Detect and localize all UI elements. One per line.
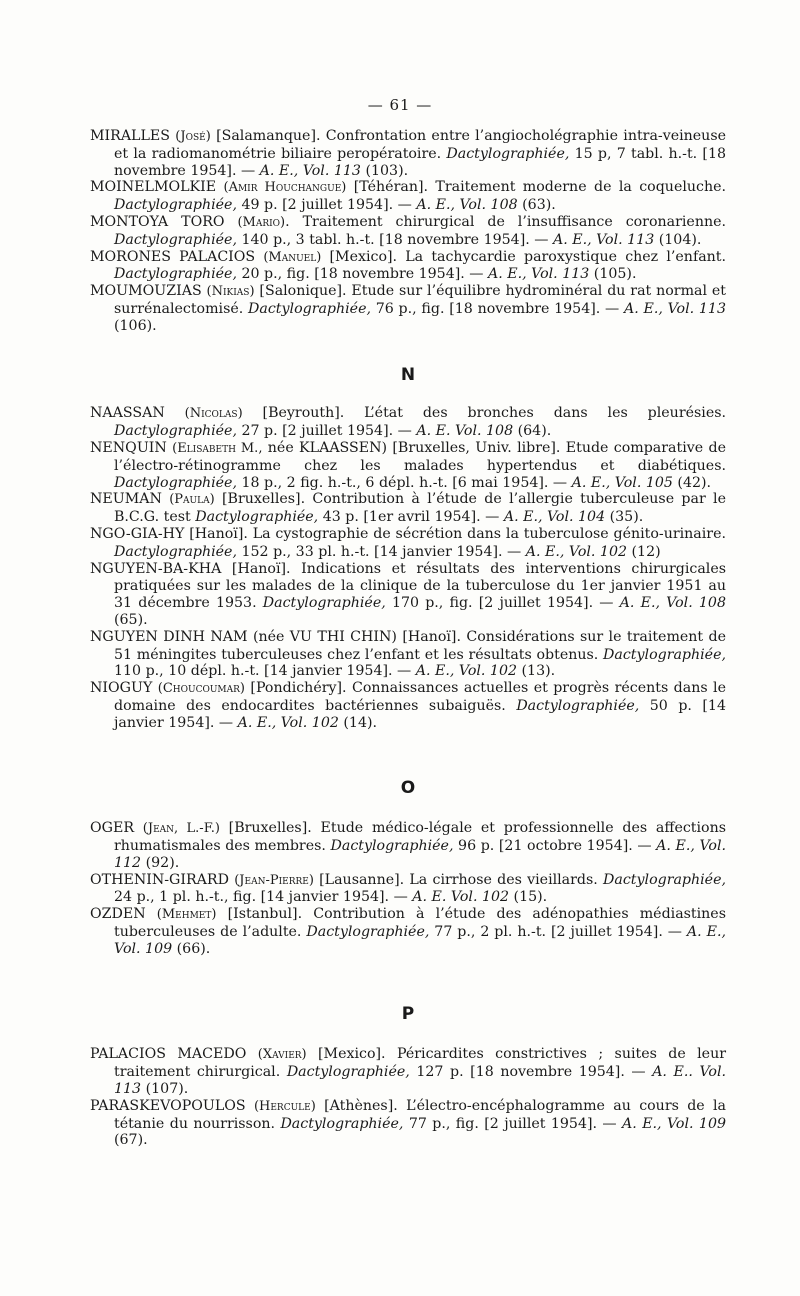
bibliography-entry: NGUYEN DINH NAM (née VU THI CHIN) [Hanoï]. Considérations sur le traitement de 51 méningites tuberculeuses chez l’enfant et les résultats obtenus. Dactylographiée, 110 p., 10 dépl. h.-t. [14 janvier 1954]. — A. E., Vol. 102 (13). (90, 628, 726, 680)
section-letter-heading: O (400, 777, 416, 798)
bibliography-entry: MONTOYA TORO (Mario). Traitement chirurgical de l’insuffisance coronarienne. Dactylographiée, 140 p., 3 tabl. h.-t. [18 novembre 1954]. — A. E., Vol. 113 (104). (90, 213, 726, 248)
bibliography-entry: MOINELMOLKIE (Amir Houchangue) [Téhéran]. Traitement moderne de la coqueluche. Dactylographiée, 49 p. [2 juillet 1954]. — A. E., Vol. 108 (63). (90, 179, 727, 214)
bibliography-entry: NGO-GIA-HY [Hanoï]. La cystographie de sécrétion dans la tuberculose génito-urinaire. Dactylographiée, 152 p., 33 pl. h.-t. [14 janvier 1954]. — A. E., Vol. 102 (12) (90, 525, 726, 560)
section-letter-heading: P (401, 1003, 415, 1024)
bibliography-entry: MORONES PALACIOS (Manuel) [Mexico]. La tachycardie paroxystique chez l’enfant. Dactylographiée, 20 p., fig. [18 novembre 1954]. — A. E., Vol. 113 (105). (90, 248, 726, 283)
section-p (90, 1003, 727, 1150)
section-n (90, 364, 727, 732)
section-letter-heading: N (400, 364, 416, 385)
bibliography-list (90, 128, 726, 1149)
section-m (90, 128, 726, 335)
bibliography-entry: MIRALLES (José) [Salamanque]. Confrontation entre l’angiocholégraphie intra-veineuse et la radiomanométrie biliaire peropératoire. Dactylographiée, 15 p, 7 tabl. h.-t. [18 novembre 1954]. — A. E., Vol. 113 (103). (90, 128, 726, 179)
bibliography-entry: NGUYEN-BA-KHA [Hanoï]. Indications et résultats des interventions chirurgicales pratiquées sur les malades de la clinique de la tuberculose du 1er janvier 1951 au 31 décembre 1953. Dactylographiée, 170 p., fig. [2 juillet 1954]. — A. E., Vol. 108 (65). (90, 560, 726, 628)
bibliography-entry: NIOGUY (Choucoumar) [Pondichéry]. Connaissances actuelles et progrès récents dans le domaine des endocardites bactériennes subaiguës. Dactylographiée, 50 p. [14 janvier 1954]. — A. E., Vol. 102 (14). (90, 680, 726, 731)
bibliography-entry: OTHENIN-GIRARD (Jean-Pierre) [Lausanne]. La cirrhose des vieillards. Dactylographiée, 24 p., 1 pl. h.-t., fig. [14 janvier 1954]. — A. E. Vol. 102 (15). (90, 871, 726, 906)
section-o (90, 777, 726, 958)
bibliography-entry: NAASSAN (Nicolas) [Beyrouth]. L’état des bronches dans les pleurésies. Dactylographiée, 27 p. [2 juillet 1954]. — A. E. Vol. 108 (64). (90, 405, 727, 440)
bibliography-entry: PARASKEVOPOULOS (Hercule) [Athènes]. L’électro-encéphalogramme au cours de la tétanie du nourrisson. Dactylographiée, 77 p., fig. [2 juillet 1954]. — A. E., Vol. 109 (67). (90, 1097, 726, 1149)
bibliography-entry: OGER (Jean, L.-F.) [Bruxelles]. Etude médico-légale et professionnelle des affections rhumatismales des membres. Dactylographiée, 96 p. [21 octobre 1954]. — A. E., Vol. 112 (92). (90, 820, 726, 871)
bibliography-entry: MOUMOUZIAS (Nikias) [Salonique]. Etude sur l’équilibre hydrominéral du rat normal et surrénalectomisé. Dactylographiée, 76 p., fig. [18 novembre 1954]. — A. E., Vol. 113 (106). (90, 283, 726, 334)
bibliography-entry: NENQUIN (Elisabeth M., née KLAASSEN) [Bruxelles, Univ. libre]. Etude comparative de l’électro-rétinogramme chez les malades hypertendus et diabétiques. Dactylographiée, 18 p., 2 fig. h.-t., 6 dépl. h.-t. [6 mai 1954]. — A. E., Vol. 105 (42). (90, 439, 726, 491)
bibliography-entry: NEUMAN (Paula) [Bruxelles]. Contribution à l’étude de l’allergie tuberculeuse par le B.C.G. test Dactylographiée, 43 p. [1er avril 1954]. — A. E., Vol. 104 (35). (90, 491, 726, 526)
bibliography-entry: PALACIOS MACEDO (Xavier) [Mexico]. Péricardites constrictives ; suites de leur traitement chirurgical. Dactylographiée, 127 p. [18 novembre 1954]. — A. E.. Vol. 113 (107). (90, 1046, 727, 1098)
bibliography-entry: OZDEN (Mehmet) [Istanbul]. Contribution à l’étude des adénopathies médiastines tuberculeuses de l’adulte. Dactylographiée, 77 p., 2 pl. h.-t. [2 juillet 1954]. — A. E., Vol. 109 (66). (90, 906, 726, 957)
page-number: — 61 — (367, 96, 433, 114)
